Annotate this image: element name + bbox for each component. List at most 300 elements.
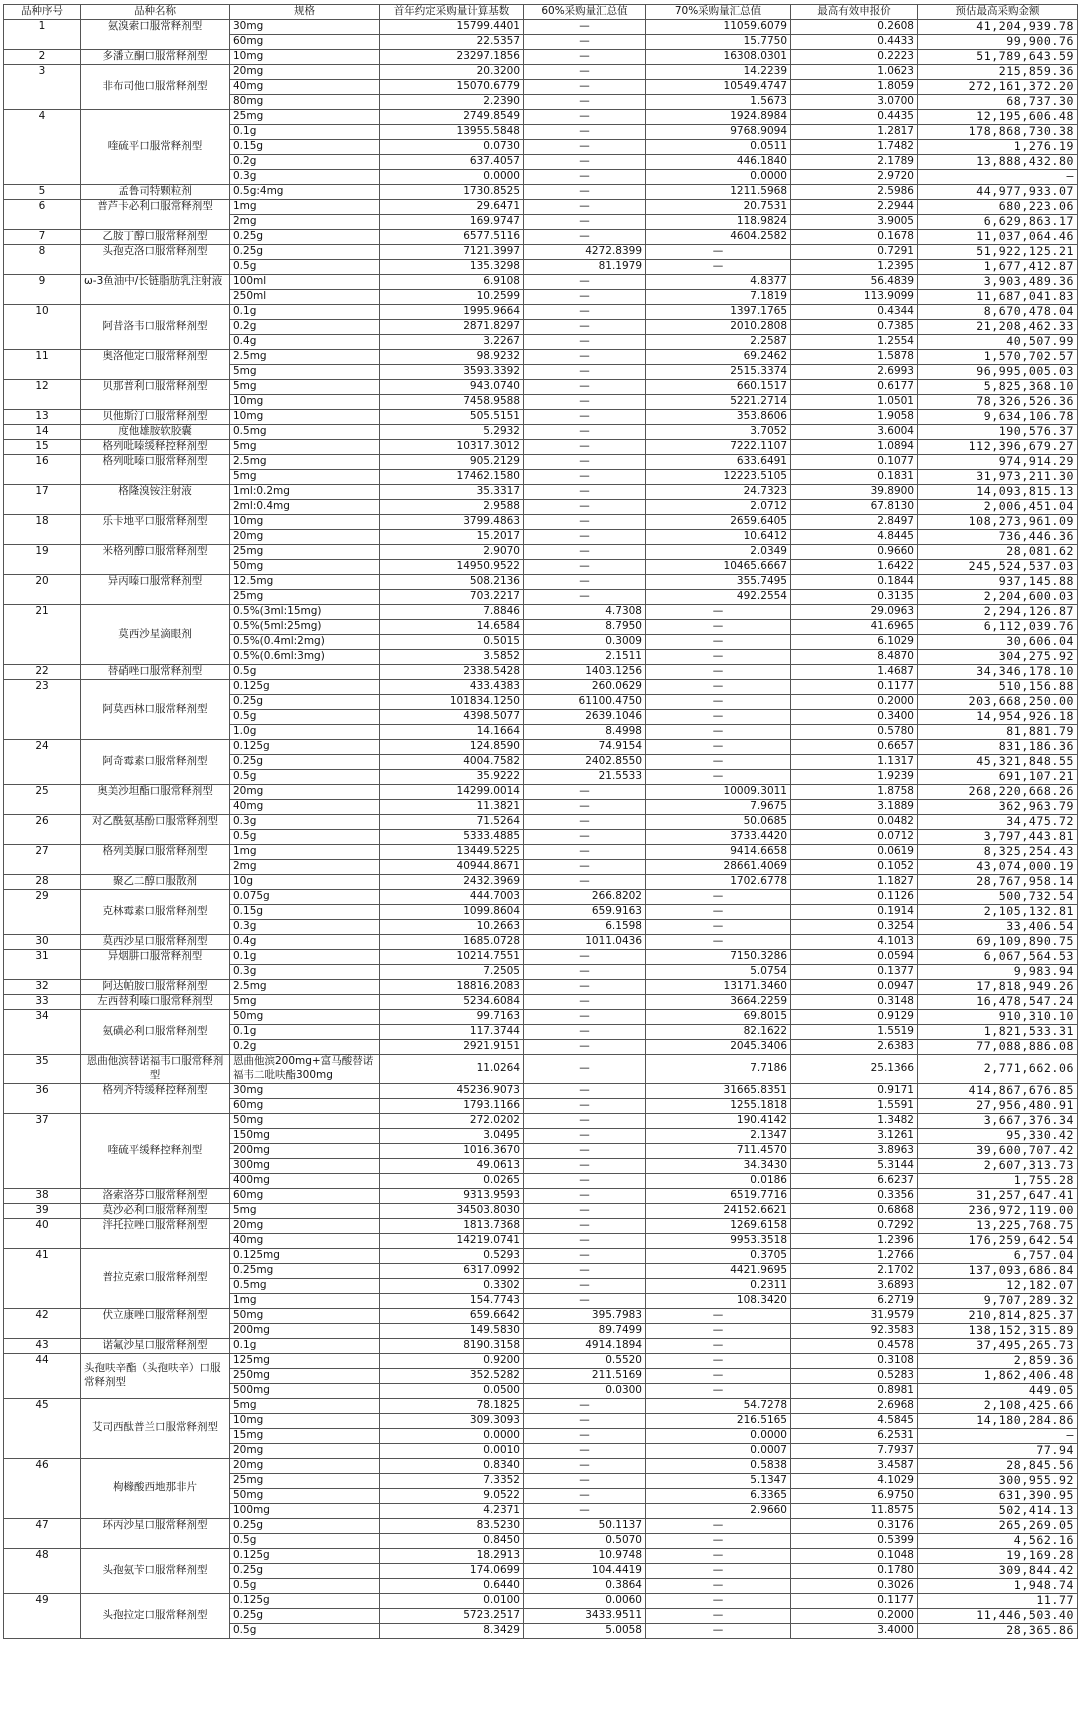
max-amount-cell: 14,954,926.18 — [918, 710, 1078, 725]
base-volume-cell: 5234.6084 — [380, 995, 524, 1010]
max-price-cell: 1.5878 — [791, 350, 918, 365]
volume-60-cell: — — [524, 215, 646, 230]
volume-70-cell: 4.8377 — [646, 275, 791, 290]
max-amount-cell: 502,414.13 — [918, 1503, 1078, 1518]
spec-cell: 50mg — [230, 560, 380, 575]
volume-70-cell: — — [646, 245, 791, 260]
volume-70-cell: 10.6412 — [646, 530, 791, 545]
volume-60-cell: 1403.1256 — [524, 665, 646, 680]
max-amount-cell: — — [918, 170, 1078, 185]
volume-60-cell: 260.0629 — [524, 680, 646, 695]
volume-70-cell: 10549.4747 — [646, 80, 791, 95]
table-row — [4, 110, 1078, 125]
max-amount-cell: 138,152,315.89 — [918, 1323, 1078, 1338]
volume-60-cell: — — [524, 170, 646, 185]
base-volume-cell: 14.6584 — [380, 620, 524, 635]
spec-cell: 20mg — [230, 65, 380, 80]
base-volume-cell: 1995.9664 — [380, 305, 524, 320]
spec-cell: 0.25g — [230, 245, 380, 260]
variety-name-cell: 非布司他口服常释剂型 — [81, 65, 230, 110]
max-amount-cell: 8,670,478.04 — [918, 305, 1078, 320]
spec-cell: 0.25mg — [230, 1263, 380, 1278]
spec-cell: 0.5g — [230, 1623, 380, 1638]
header-60pct-volume: 60%采购量汇总值 — [524, 5, 646, 20]
volume-60-cell: — — [524, 575, 646, 590]
max-price-cell: 2.9720 — [791, 170, 918, 185]
max-amount-cell: 11.77 — [918, 1593, 1078, 1608]
base-volume-cell: 35.9222 — [380, 770, 524, 785]
base-volume-cell: 13955.5848 — [380, 125, 524, 140]
base-volume-cell: 505.5151 — [380, 410, 524, 425]
base-volume-cell: 9313.9593 — [380, 1188, 524, 1203]
max-price-cell: 3.6893 — [791, 1278, 918, 1293]
max-price-cell: 0.0619 — [791, 845, 918, 860]
max-amount-cell: 2,607,313.73 — [918, 1158, 1078, 1173]
max-amount-cell: 16,478,547.24 — [918, 995, 1078, 1010]
max-amount-cell: 14,180,284.86 — [918, 1413, 1078, 1428]
max-price-cell: 0.2223 — [791, 50, 918, 65]
base-volume-cell: 3593.3392 — [380, 365, 524, 380]
max-amount-cell: 34,475.72 — [918, 815, 1078, 830]
variety-name-cell: 格列美脲口服常释剂型 — [81, 845, 230, 875]
variety-no-cell: 2 — [4, 50, 81, 65]
volume-60-cell: — — [524, 35, 646, 50]
variety-name-cell: 孟鲁司特颗粒剂 — [81, 185, 230, 200]
table-row — [4, 575, 1078, 590]
table-row — [4, 350, 1078, 365]
volume-60-cell: — — [524, 1458, 646, 1473]
variety-name-cell: 阿莫西林口服常释剂型 — [81, 680, 230, 740]
volume-60-cell: — — [524, 125, 646, 140]
spec-cell: 10mg — [230, 410, 380, 425]
max-price-cell: 2.6993 — [791, 365, 918, 380]
spec-cell: 0.1g — [230, 950, 380, 965]
spec-cell: 50mg — [230, 1488, 380, 1503]
variety-name-cell: 米格列醇口服常释剂型 — [81, 545, 230, 575]
base-volume-cell: 3799.4863 — [380, 515, 524, 530]
max-price-cell: 0.3356 — [791, 1188, 918, 1203]
table-row — [4, 680, 1078, 695]
variety-name-cell: 泮托拉唑口服常释剂型 — [81, 1218, 230, 1248]
max-price-cell: 1.2817 — [791, 125, 918, 140]
volume-60-cell: — — [524, 1158, 646, 1173]
base-volume-cell: 1016.3670 — [380, 1143, 524, 1158]
spec-cell: 0.2g — [230, 155, 380, 170]
base-volume-cell: 34503.8030 — [380, 1203, 524, 1218]
spec-cell: 250mg — [230, 1368, 380, 1383]
spec-cell: 0.5g — [230, 1578, 380, 1593]
volume-70-cell: 24.7323 — [646, 485, 791, 500]
volume-60-cell: — — [524, 395, 646, 410]
variety-name-cell: 阿昔洛韦口服常释剂型 — [81, 305, 230, 350]
volume-60-cell: — — [524, 200, 646, 215]
spec-cell: 2.5mg — [230, 350, 380, 365]
base-volume-cell: 0.5015 — [380, 635, 524, 650]
volume-70-cell: — — [646, 605, 791, 620]
header-70pct-volume: 70%采购量汇总值 — [646, 5, 791, 20]
max-price-cell: 25.1366 — [791, 1055, 918, 1084]
volume-70-cell: — — [646, 620, 791, 635]
spec-cell: 2.5mg — [230, 455, 380, 470]
table-row — [4, 1458, 1078, 1473]
table-row — [4, 50, 1078, 65]
max-amount-cell: 362,963.79 — [918, 800, 1078, 815]
max-price-cell: 1.2395 — [791, 260, 918, 275]
spec-cell: 25mg — [230, 590, 380, 605]
volume-70-cell: — — [646, 920, 791, 935]
base-volume-cell: 98.9232 — [380, 350, 524, 365]
max-price-cell: 2.6383 — [791, 1040, 918, 1055]
volume-60-cell: — — [524, 800, 646, 815]
base-volume-cell: 3.2267 — [380, 335, 524, 350]
volume-60-cell: 2639.1046 — [524, 710, 646, 725]
max-amount-cell: 3,667,376.34 — [918, 1113, 1078, 1128]
volume-60-cell: — — [524, 1025, 646, 1040]
table-row — [4, 380, 1078, 395]
max-price-cell: 6.9750 — [791, 1488, 918, 1503]
volume-70-cell: 69.8015 — [646, 1010, 791, 1025]
max-amount-cell: 96,995,005.03 — [918, 365, 1078, 380]
max-price-cell: 0.4435 — [791, 110, 918, 125]
max-price-cell: 0.2000 — [791, 695, 918, 710]
max-price-cell: 29.0963 — [791, 605, 918, 620]
volume-60-cell: — — [524, 1473, 646, 1488]
max-price-cell: 6.1029 — [791, 635, 918, 650]
base-volume-cell: 0.0000 — [380, 170, 524, 185]
volume-60-cell: — — [524, 965, 646, 980]
base-volume-cell: 15070.6779 — [380, 80, 524, 95]
table-row — [4, 545, 1078, 560]
max-amount-cell: 13,225,768.75 — [918, 1218, 1078, 1233]
volume-70-cell: — — [646, 260, 791, 275]
spec-cell: 5mg — [230, 365, 380, 380]
max-amount-cell: 137,093,686.84 — [918, 1263, 1078, 1278]
variety-no-cell: 48 — [4, 1548, 81, 1593]
max-amount-cell: 974,914.29 — [918, 455, 1078, 470]
spec-cell: 0.3g — [230, 170, 380, 185]
volume-70-cell: 2045.3406 — [646, 1040, 791, 1055]
variety-name-cell: 克林霉素口服常释剂型 — [81, 890, 230, 935]
spec-cell: 0.5g — [230, 260, 380, 275]
max-price-cell: 1.3482 — [791, 1113, 918, 1128]
base-volume-cell: 8.3429 — [380, 1623, 524, 1638]
base-volume-cell: 4.2371 — [380, 1503, 524, 1518]
max-price-cell: 1.9058 — [791, 410, 918, 425]
volume-60-cell: — — [524, 1278, 646, 1293]
volume-70-cell: 12223.5105 — [646, 470, 791, 485]
table-row — [4, 305, 1078, 320]
variety-name-cell: 乐卡地平口服常释剂型 — [81, 515, 230, 545]
header-variety-no: 品种序号 — [4, 5, 81, 20]
spec-cell: 1.0g — [230, 725, 380, 740]
volume-70-cell: — — [646, 1368, 791, 1383]
table-row — [4, 1188, 1078, 1203]
volume-60-cell: — — [524, 80, 646, 95]
spec-cell: 2ml:0.4mg — [230, 500, 380, 515]
max-amount-cell: 11,687,041.83 — [918, 290, 1078, 305]
max-amount-cell: 14,093,815.13 — [918, 485, 1078, 500]
variety-name-cell: 对乙酰氨基酚口服常释剂型 — [81, 815, 230, 845]
volume-60-cell: — — [524, 950, 646, 965]
max-amount-cell: 245,524,537.03 — [918, 560, 1078, 575]
max-amount-cell: 12,195,606.48 — [918, 110, 1078, 125]
max-price-cell: 1.1827 — [791, 875, 918, 890]
volume-70-cell: 0.0000 — [646, 1428, 791, 1443]
max-amount-cell: 6,629,863.17 — [918, 215, 1078, 230]
table-row — [4, 935, 1078, 950]
volume-70-cell: — — [646, 1578, 791, 1593]
spec-cell: 0.5%(0.6ml:3mg) — [230, 650, 380, 665]
max-price-cell: 0.9129 — [791, 1010, 918, 1025]
volume-70-cell: 1255.1818 — [646, 1098, 791, 1113]
max-amount-cell: 11,446,503.40 — [918, 1608, 1078, 1623]
base-volume-cell: 49.0613 — [380, 1158, 524, 1173]
spec-cell: 200mg — [230, 1143, 380, 1158]
base-volume-cell: 5723.2517 — [380, 1608, 524, 1623]
base-volume-cell: 14.1664 — [380, 725, 524, 740]
variety-no-cell: 25 — [4, 785, 81, 815]
volume-70-cell: 216.5165 — [646, 1413, 791, 1428]
spec-cell: 20mg — [230, 530, 380, 545]
max-amount-cell: 9,707,289.32 — [918, 1293, 1078, 1308]
volume-70-cell: 4604.2582 — [646, 230, 791, 245]
max-amount-cell: 37,495,265.73 — [918, 1338, 1078, 1353]
volume-60-cell: 89.7499 — [524, 1323, 646, 1338]
volume-70-cell: — — [646, 1308, 791, 1323]
variety-no-cell: 10 — [4, 305, 81, 350]
base-volume-cell: 2338.5428 — [380, 665, 524, 680]
spec-cell: 2.5mg — [230, 980, 380, 995]
spec-cell: 400mg — [230, 1173, 380, 1188]
spec-cell: 0.4g — [230, 335, 380, 350]
max-price-cell: 92.3583 — [791, 1323, 918, 1338]
max-amount-cell: 190,576.37 — [918, 425, 1078, 440]
max-amount-cell: 81,881.79 — [918, 725, 1078, 740]
variety-name-cell: ω-3鱼油中/长链脂肪乳注射液 — [81, 275, 230, 305]
spec-cell: 0.5%(0.4ml:2mg) — [230, 635, 380, 650]
variety-name-cell: 左西替利嗪口服常释剂型 — [81, 995, 230, 1010]
variety-no-cell: 19 — [4, 545, 81, 575]
volume-60-cell: — — [524, 860, 646, 875]
volume-60-cell: — — [524, 560, 646, 575]
volume-60-cell: — — [524, 1040, 646, 1055]
base-volume-cell: 17462.1580 — [380, 470, 524, 485]
max-price-cell: 0.1077 — [791, 455, 918, 470]
base-volume-cell: 71.5264 — [380, 815, 524, 830]
base-volume-cell: 18.2913 — [380, 1548, 524, 1563]
max-price-cell: 0.4344 — [791, 305, 918, 320]
variety-name-cell: 头孢拉定口服常释剂型 — [81, 1593, 230, 1638]
max-price-cell: 0.7385 — [791, 320, 918, 335]
variety-no-cell: 34 — [4, 1010, 81, 1055]
base-volume-cell: 124.8590 — [380, 740, 524, 755]
spec-cell: 40mg — [230, 800, 380, 815]
spec-cell: 20mg — [230, 1218, 380, 1233]
volume-70-cell: 0.0007 — [646, 1443, 791, 1458]
max-amount-cell: — — [918, 1428, 1078, 1443]
variety-no-cell: 1 — [4, 20, 81, 50]
volume-60-cell: 21.5533 — [524, 770, 646, 785]
variety-name-cell: 莫沙必利口服常释剂型 — [81, 1203, 230, 1218]
table-row — [4, 425, 1078, 440]
volume-60-cell: 0.3864 — [524, 1578, 646, 1593]
base-volume-cell: 9.0522 — [380, 1488, 524, 1503]
volume-70-cell: 4421.9695 — [646, 1263, 791, 1278]
volume-60-cell: — — [524, 1233, 646, 1248]
variety-no-cell: 8 — [4, 245, 81, 275]
max-amount-cell: 272,161,372.20 — [918, 80, 1078, 95]
spec-cell: 10mg — [230, 50, 380, 65]
max-amount-cell: 2,108,425.66 — [918, 1398, 1078, 1413]
volume-60-cell: — — [524, 1263, 646, 1278]
spec-cell: 0.125g — [230, 740, 380, 755]
base-volume-cell: 10214.7551 — [380, 950, 524, 965]
table-row — [4, 65, 1078, 80]
volume-70-cell: 711.4570 — [646, 1143, 791, 1158]
variety-name-cell: 诺氟沙星口服常释剂型 — [81, 1338, 230, 1353]
header-base-volume: 首年约定采购量计算基数 — [380, 5, 524, 20]
base-volume-cell: 0.6440 — [380, 1578, 524, 1593]
max-price-cell: 56.4839 — [791, 275, 918, 290]
volume-70-cell: 9953.3518 — [646, 1233, 791, 1248]
volume-70-cell: 7.9675 — [646, 800, 791, 815]
volume-70-cell: 492.2554 — [646, 590, 791, 605]
volume-60-cell: — — [524, 365, 646, 380]
variety-no-cell: 45 — [4, 1398, 81, 1458]
max-price-cell: 1.9239 — [791, 770, 918, 785]
spec-cell: 80mg — [230, 95, 380, 110]
variety-no-cell: 32 — [4, 980, 81, 995]
max-price-cell: 39.8900 — [791, 485, 918, 500]
max-amount-cell: 11,037,064.46 — [918, 230, 1078, 245]
spec-cell: 50mg — [230, 1010, 380, 1025]
max-price-cell: 0.3254 — [791, 920, 918, 935]
spec-cell: 20mg — [230, 785, 380, 800]
table-row — [4, 815, 1078, 830]
volume-70-cell: — — [646, 1608, 791, 1623]
base-volume-cell: 3.5852 — [380, 650, 524, 665]
table-row — [4, 245, 1078, 260]
spec-cell: 0.3g — [230, 920, 380, 935]
volume-70-cell: 3733.4420 — [646, 830, 791, 845]
base-volume-cell: 11.0264 — [380, 1055, 524, 1084]
max-amount-cell: 69,109,890.75 — [918, 935, 1078, 950]
base-volume-cell: 0.0010 — [380, 1443, 524, 1458]
max-price-cell: 4.8445 — [791, 530, 918, 545]
base-volume-cell: 0.3302 — [380, 1278, 524, 1293]
spec-cell: 5mg — [230, 440, 380, 455]
max-amount-cell: 9,634,106.78 — [918, 410, 1078, 425]
spec-cell: 0.1g — [230, 1338, 380, 1353]
max-amount-cell: 500,732.54 — [918, 890, 1078, 905]
volume-70-cell: 82.1622 — [646, 1025, 791, 1040]
base-volume-cell: 0.8450 — [380, 1533, 524, 1548]
volume-60-cell: — — [524, 875, 646, 890]
max-amount-cell: 13,888,432.80 — [918, 155, 1078, 170]
max-amount-cell: 3,903,489.36 — [918, 275, 1078, 290]
max-price-cell: 11.8575 — [791, 1503, 918, 1518]
variety-no-cell: 39 — [4, 1203, 81, 1218]
table-row — [4, 1010, 1078, 1025]
variety-name-cell: 喹硫平缓释控释剂型 — [81, 1113, 230, 1188]
base-volume-cell: 7458.9588 — [380, 395, 524, 410]
base-volume-cell: 154.7743 — [380, 1293, 524, 1308]
procurement-sheet — [3, 4, 1077, 1639]
variety-name-cell: 艾司西酞普兰口服常释剂型 — [81, 1398, 230, 1458]
max-price-cell: 7.7937 — [791, 1443, 918, 1458]
max-price-cell: 6.2531 — [791, 1428, 918, 1443]
volume-70-cell: 15.7750 — [646, 35, 791, 50]
max-amount-cell: 236,972,119.00 — [918, 1203, 1078, 1218]
base-volume-cell: 11.3821 — [380, 800, 524, 815]
variety-no-cell: 41 — [4, 1248, 81, 1308]
table-row — [4, 20, 1078, 35]
variety-name-cell: 异丙嗪口服常释剂型 — [81, 575, 230, 605]
max-price-cell: 0.1048 — [791, 1548, 918, 1563]
variety-no-cell: 22 — [4, 665, 81, 680]
max-amount-cell: 203,668,250.00 — [918, 695, 1078, 710]
max-amount-cell: 6,067,564.53 — [918, 950, 1078, 965]
max-amount-cell: 31,973,211.30 — [918, 470, 1078, 485]
variety-name-cell: 乙胺丁醇口服常释剂型 — [81, 230, 230, 245]
volume-60-cell: — — [524, 275, 646, 290]
spec-cell: 5mg — [230, 995, 380, 1010]
table-row — [4, 1248, 1078, 1263]
spec-cell: 0.2g — [230, 320, 380, 335]
volume-70-cell: 353.8606 — [646, 410, 791, 425]
variety-no-cell: 42 — [4, 1308, 81, 1338]
base-volume-cell: 3.0495 — [380, 1128, 524, 1143]
max-amount-cell: 510,156.88 — [918, 680, 1078, 695]
max-amount-cell: 5,825,368.10 — [918, 380, 1078, 395]
max-amount-cell: 268,220,668.26 — [918, 785, 1078, 800]
spec-cell: 300mg — [230, 1158, 380, 1173]
max-amount-cell: 3,797,443.81 — [918, 830, 1078, 845]
variety-name-cell: 恩曲他滨替诺福韦口服常释剂型 — [81, 1055, 230, 1084]
volume-60-cell: — — [524, 230, 646, 245]
base-volume-cell: 35.3317 — [380, 485, 524, 500]
max-price-cell: 3.0700 — [791, 95, 918, 110]
volume-60-cell: — — [524, 305, 646, 320]
max-price-cell: 1.4687 — [791, 665, 918, 680]
max-price-cell: 0.1780 — [791, 1563, 918, 1578]
variety-no-cell: 21 — [4, 605, 81, 665]
volume-60-cell: 6.1598 — [524, 920, 646, 935]
max-amount-cell: 77,088,886.08 — [918, 1040, 1078, 1055]
variety-no-cell: 23 — [4, 680, 81, 740]
spec-cell: 5mg — [230, 1398, 380, 1413]
max-price-cell: 1.6422 — [791, 560, 918, 575]
variety-no-cell: 46 — [4, 1458, 81, 1518]
base-volume-cell: 117.3744 — [380, 1025, 524, 1040]
base-volume-cell: 905.2129 — [380, 455, 524, 470]
base-volume-cell: 2432.3969 — [380, 875, 524, 890]
table-row — [4, 1203, 1078, 1218]
max-amount-cell: 19,169.28 — [918, 1548, 1078, 1563]
volume-60-cell: — — [524, 980, 646, 995]
spec-cell: 40mg — [230, 1233, 380, 1248]
spec-cell: 0.25g — [230, 755, 380, 770]
max-amount-cell: 44,977,933.07 — [918, 185, 1078, 200]
volume-70-cell: 0.0186 — [646, 1173, 791, 1188]
volume-70-cell: 2.0349 — [646, 545, 791, 560]
max-price-cell: 0.5780 — [791, 725, 918, 740]
volume-70-cell: 31665.8351 — [646, 1083, 791, 1098]
volume-70-cell: 2659.6405 — [646, 515, 791, 530]
max-price-cell: 6.6237 — [791, 1173, 918, 1188]
spec-cell: 60mg — [230, 1098, 380, 1113]
max-price-cell: 0.3176 — [791, 1518, 918, 1533]
